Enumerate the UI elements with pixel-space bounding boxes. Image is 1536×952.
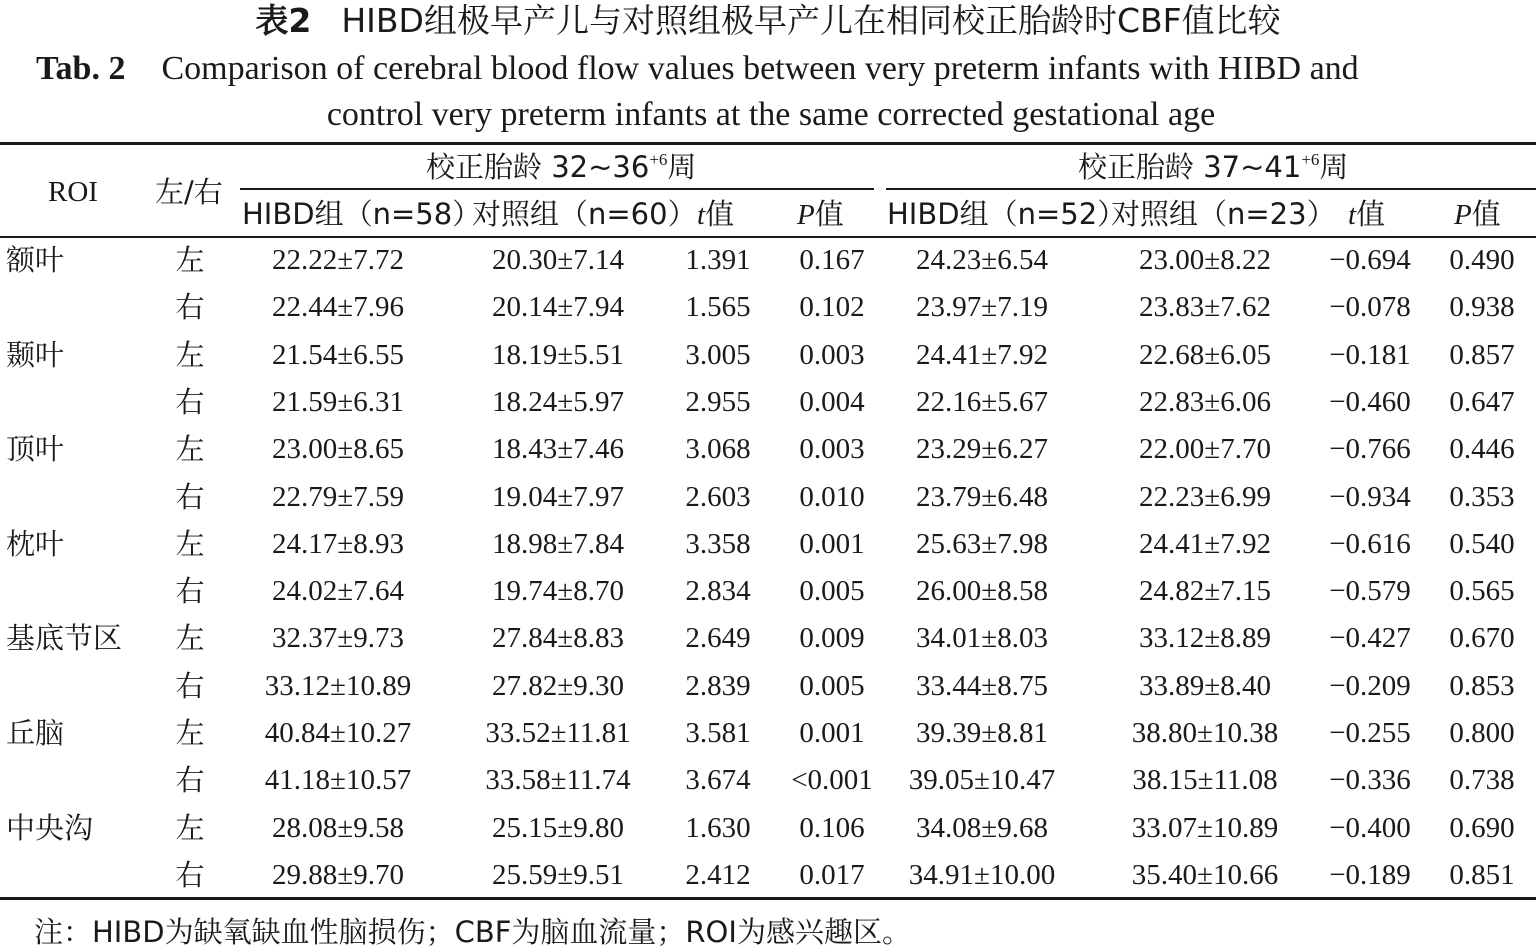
header-p-1-symbol: P xyxy=(797,199,815,231)
cell-p1: 0.009 xyxy=(799,622,865,655)
cell-c1: 25.59±9.51 xyxy=(492,858,624,891)
cell-t2: −0.400 xyxy=(1329,811,1411,844)
cell-h2: 23.97±7.19 xyxy=(916,291,1048,324)
cell-c1: 33.58±11.74 xyxy=(485,764,631,797)
cell-c2: 33.89±8.40 xyxy=(1139,669,1271,702)
cell-t1: 1.391 xyxy=(685,244,751,276)
cell-t2: −0.078 xyxy=(1329,291,1411,324)
cell-p2: 0.690 xyxy=(1449,811,1515,844)
cell-roi: 中央沟 xyxy=(6,810,94,845)
cell-h2: 24.23±6.54 xyxy=(916,244,1048,276)
cell-p2: 0.446 xyxy=(1449,433,1515,466)
cell-h1: 22.79±7.59 xyxy=(272,480,404,513)
header-group1-unit: 周 xyxy=(667,150,697,184)
cell-h2: 22.16±5.67 xyxy=(916,385,1048,418)
cell-h1: 22.44±7.96 xyxy=(272,291,404,324)
cell-c2: 24.82±7.15 xyxy=(1139,575,1271,608)
cell-p2: 0.670 xyxy=(1449,622,1515,655)
cell-side: 右 xyxy=(175,384,205,419)
header-t-1-symbol: t xyxy=(697,199,706,231)
header-roi: ROI xyxy=(48,176,98,208)
cell-h1: 22.22±7.72 xyxy=(272,244,404,276)
cell-side: 左 xyxy=(175,526,205,561)
header-group2 xyxy=(1078,147,1348,188)
cell-p2: 0.857 xyxy=(1449,338,1515,371)
table-caption-cn: HIBD组极早产儿与对照组极早产儿在相同校正胎龄时CBF值比较 xyxy=(341,1,1281,40)
cell-roi: 枕叶 xyxy=(6,526,65,561)
header-control-1: 对照组（n=60） xyxy=(472,197,697,231)
header-t-1 xyxy=(697,194,734,235)
cell-c1: 18.43±7.46 xyxy=(492,433,624,466)
cell-p2: 0.851 xyxy=(1449,858,1515,891)
cell-side: 左 xyxy=(175,432,205,467)
cell-p1: 0.003 xyxy=(799,338,865,371)
cell-t2: −0.766 xyxy=(1329,433,1411,466)
cell-h1: 23.00±8.65 xyxy=(272,433,404,466)
table-caption-en-line2: control very preterm infants at the same corrected gestational age xyxy=(326,96,1216,133)
cell-side: 左 xyxy=(175,810,205,845)
header-group2-unit: 周 xyxy=(1319,150,1349,184)
cell-h2: 23.79±6.48 xyxy=(916,480,1048,513)
cell-h2: 23.29±6.27 xyxy=(916,433,1048,466)
cell-p1: 0.005 xyxy=(799,575,865,608)
cell-c2: 38.80±10.38 xyxy=(1131,717,1279,749)
cell-p2: 0.938 xyxy=(1449,291,1515,324)
cell-c1: 20.30±7.14 xyxy=(492,244,624,276)
cell-p1: 0.102 xyxy=(799,291,865,324)
cell-t1: 3.005 xyxy=(685,338,751,371)
table-top-rule xyxy=(0,142,1536,145)
cell-t2: −0.427 xyxy=(1329,622,1411,655)
cell-t1: 2.839 xyxy=(685,669,751,702)
cell-side: 右 xyxy=(175,763,205,798)
cell-p2: 0.540 xyxy=(1449,527,1515,560)
cell-h2: 26.00±8.58 xyxy=(916,575,1048,608)
header-group1-text: 校正胎龄 32~36 xyxy=(426,150,650,184)
cell-c2: 33.12±8.89 xyxy=(1139,622,1271,655)
cell-t1: 1.565 xyxy=(685,291,751,324)
cell-side: 右 xyxy=(175,290,205,325)
header-group2-sup: +6 xyxy=(1301,150,1320,169)
cell-p1: 0.010 xyxy=(799,480,865,513)
cell-p1: 0.167 xyxy=(799,244,865,276)
cell-p1: 0.106 xyxy=(799,811,865,844)
cell-h1: 32.37±9.73 xyxy=(272,622,404,655)
header-side: 左/右 xyxy=(155,175,223,209)
cell-h1: 40.84±10.27 xyxy=(264,717,412,749)
cell-roi: 颞叶 xyxy=(6,337,65,372)
header-p-2-suffix: 值 xyxy=(1471,197,1501,231)
cell-c1: 27.84±8.83 xyxy=(492,622,624,655)
cell-t2: −0.460 xyxy=(1329,385,1411,418)
cell-t1: 2.649 xyxy=(685,622,751,655)
cell-side: 左 xyxy=(175,337,205,372)
header-p-2 xyxy=(1454,194,1501,235)
cell-c1: 18.98±7.84 xyxy=(492,527,624,560)
header-p-1-suffix: 值 xyxy=(814,197,844,231)
cell-p2: 0.647 xyxy=(1449,385,1515,418)
cell-h1: 21.54±6.55 xyxy=(272,338,404,371)
cell-h1: 21.59±6.31 xyxy=(272,385,404,418)
cell-t2: −0.189 xyxy=(1329,858,1411,891)
cell-h1: 24.17±8.93 xyxy=(272,527,404,560)
cell-p1: 0.001 xyxy=(799,527,865,560)
cell-h1: 41.18±10.57 xyxy=(264,764,412,797)
cell-p2: 0.853 xyxy=(1449,669,1515,702)
cell-t2: −0.694 xyxy=(1329,244,1411,276)
header-hibd-2: HIBD组（n=52） xyxy=(887,197,1127,231)
table-caption-en-line1: Comparison of cerebral blood flow values between very preterm infants with HIBD and xyxy=(161,50,1359,87)
cell-c2: 22.23±6.99 xyxy=(1139,480,1271,513)
table-label-en: Tab. 2 xyxy=(36,50,126,87)
cell-p2: 0.353 xyxy=(1449,480,1515,513)
cell-t1: 2.955 xyxy=(685,385,751,418)
header-t-2 xyxy=(1348,194,1385,235)
cell-side: 右 xyxy=(175,857,205,892)
cell-side: 左 xyxy=(175,243,205,277)
cell-side: 左 xyxy=(175,621,205,656)
cell-t1: 3.358 xyxy=(685,527,751,560)
group2-rule xyxy=(886,188,1536,190)
header-control-2: 对照组（n=23） xyxy=(1111,197,1336,231)
cell-roi: 基底节区 xyxy=(6,621,123,656)
cell-p1: 0.001 xyxy=(799,717,865,749)
cell-t2: −0.934 xyxy=(1329,480,1411,513)
cell-t1: 2.834 xyxy=(685,575,751,608)
cell-t1: 2.412 xyxy=(685,858,751,891)
cell-t1: 3.581 xyxy=(685,717,751,749)
cell-c1: 19.74±8.70 xyxy=(492,575,624,608)
cell-h1: 33.12±10.89 xyxy=(264,669,412,702)
cell-t1: 1.630 xyxy=(685,811,751,844)
cell-c1: 33.52±11.81 xyxy=(485,717,631,749)
cell-c1: 18.24±5.97 xyxy=(492,385,624,418)
header-t-1-suffix: 值 xyxy=(705,197,735,231)
cell-p2: 0.800 xyxy=(1449,717,1515,749)
group1-rule xyxy=(240,188,874,190)
cell-roi: 顶叶 xyxy=(6,432,65,467)
cell-c1: 18.19±5.51 xyxy=(492,338,624,371)
cell-p2: 0.490 xyxy=(1449,244,1515,276)
cell-side: 右 xyxy=(175,479,205,514)
cell-h2: 25.63±7.98 xyxy=(916,527,1048,560)
cell-side: 右 xyxy=(175,668,205,703)
cell-h1: 28.08±9.58 xyxy=(272,811,404,844)
cell-c1: 20.14±7.94 xyxy=(492,291,624,324)
cell-t1: 2.603 xyxy=(685,480,751,513)
cell-h2: 33.44±8.75 xyxy=(916,669,1048,702)
cell-p1: 0.005 xyxy=(799,669,865,702)
cell-c2: 33.07±10.89 xyxy=(1131,811,1279,844)
cell-t1: 3.068 xyxy=(685,433,751,466)
cell-t2: −0.579 xyxy=(1329,575,1411,608)
cell-h2: 39.39±8.81 xyxy=(916,717,1048,749)
cell-h2: 34.08±9.68 xyxy=(916,811,1048,844)
cell-c2: 24.41±7.92 xyxy=(1139,527,1271,560)
cell-roi: 额叶 xyxy=(6,243,65,277)
cell-c1: 27.82±9.30 xyxy=(492,669,624,702)
cell-c1: 25.15±9.80 xyxy=(492,811,624,844)
cell-c2: 35.40±10.66 xyxy=(1131,858,1279,891)
header-hibd-1: HIBD组（n=58） xyxy=(242,197,482,231)
cell-p1: 0.003 xyxy=(799,433,865,466)
cell-h1: 29.88±9.70 xyxy=(272,858,404,891)
table-label-cn: 表2 xyxy=(255,1,312,40)
cell-c2: 38.15±11.08 xyxy=(1132,764,1278,797)
header-bottom-rule xyxy=(0,236,1536,238)
cell-p1: <0.001 xyxy=(791,764,873,797)
cell-t2: −0.181 xyxy=(1329,338,1411,371)
cell-p1: 0.004 xyxy=(799,385,865,418)
header-p-1 xyxy=(797,194,844,235)
cell-roi: 丘脑 xyxy=(6,716,65,750)
cell-side: 左 xyxy=(175,716,205,750)
cell-p2: 0.565 xyxy=(1449,575,1515,608)
table-note: 注：HIBD为缺氧缺血性脑损伤；CBF为脑血流量；ROI为感兴趣区。 xyxy=(34,915,911,949)
cell-t2: −0.209 xyxy=(1329,669,1411,702)
header-group2-text: 校正胎龄 37~41 xyxy=(1078,150,1302,184)
cell-c2: 23.83±7.62 xyxy=(1139,291,1271,324)
cell-t1: 3.674 xyxy=(685,764,751,797)
cell-h2: 24.41±7.92 xyxy=(916,338,1048,371)
cell-p2: 0.738 xyxy=(1449,764,1515,797)
cell-p1: 0.017 xyxy=(799,858,865,891)
table-title-en xyxy=(36,46,1506,138)
cell-c2: 22.00±7.70 xyxy=(1139,433,1271,466)
cell-h1: 24.02±7.64 xyxy=(272,575,404,608)
header-group1-sup: +6 xyxy=(649,150,668,169)
table-title-cn xyxy=(0,0,1536,42)
cell-side: 右 xyxy=(175,574,205,609)
cell-h2: 34.01±8.03 xyxy=(916,622,1048,655)
header-group1 xyxy=(426,147,696,188)
cell-c2: 22.68±6.05 xyxy=(1139,338,1271,371)
cell-c1: 19.04±7.97 xyxy=(492,480,624,513)
cell-h2: 39.05±10.47 xyxy=(908,764,1056,797)
cell-t2: −0.616 xyxy=(1329,527,1411,560)
cell-t2: −0.255 xyxy=(1329,717,1411,749)
cell-h2: 34.91±10.00 xyxy=(908,858,1056,891)
table-bottom-rule xyxy=(0,897,1536,900)
cell-c2: 22.83±6.06 xyxy=(1139,385,1271,418)
header-t-2-symbol: t xyxy=(1348,199,1357,231)
cell-t2: −0.336 xyxy=(1329,764,1411,797)
header-t-2-suffix: 值 xyxy=(1356,197,1386,231)
cell-c2: 23.00±8.22 xyxy=(1139,244,1271,276)
header-p-2-symbol: P xyxy=(1454,199,1472,231)
